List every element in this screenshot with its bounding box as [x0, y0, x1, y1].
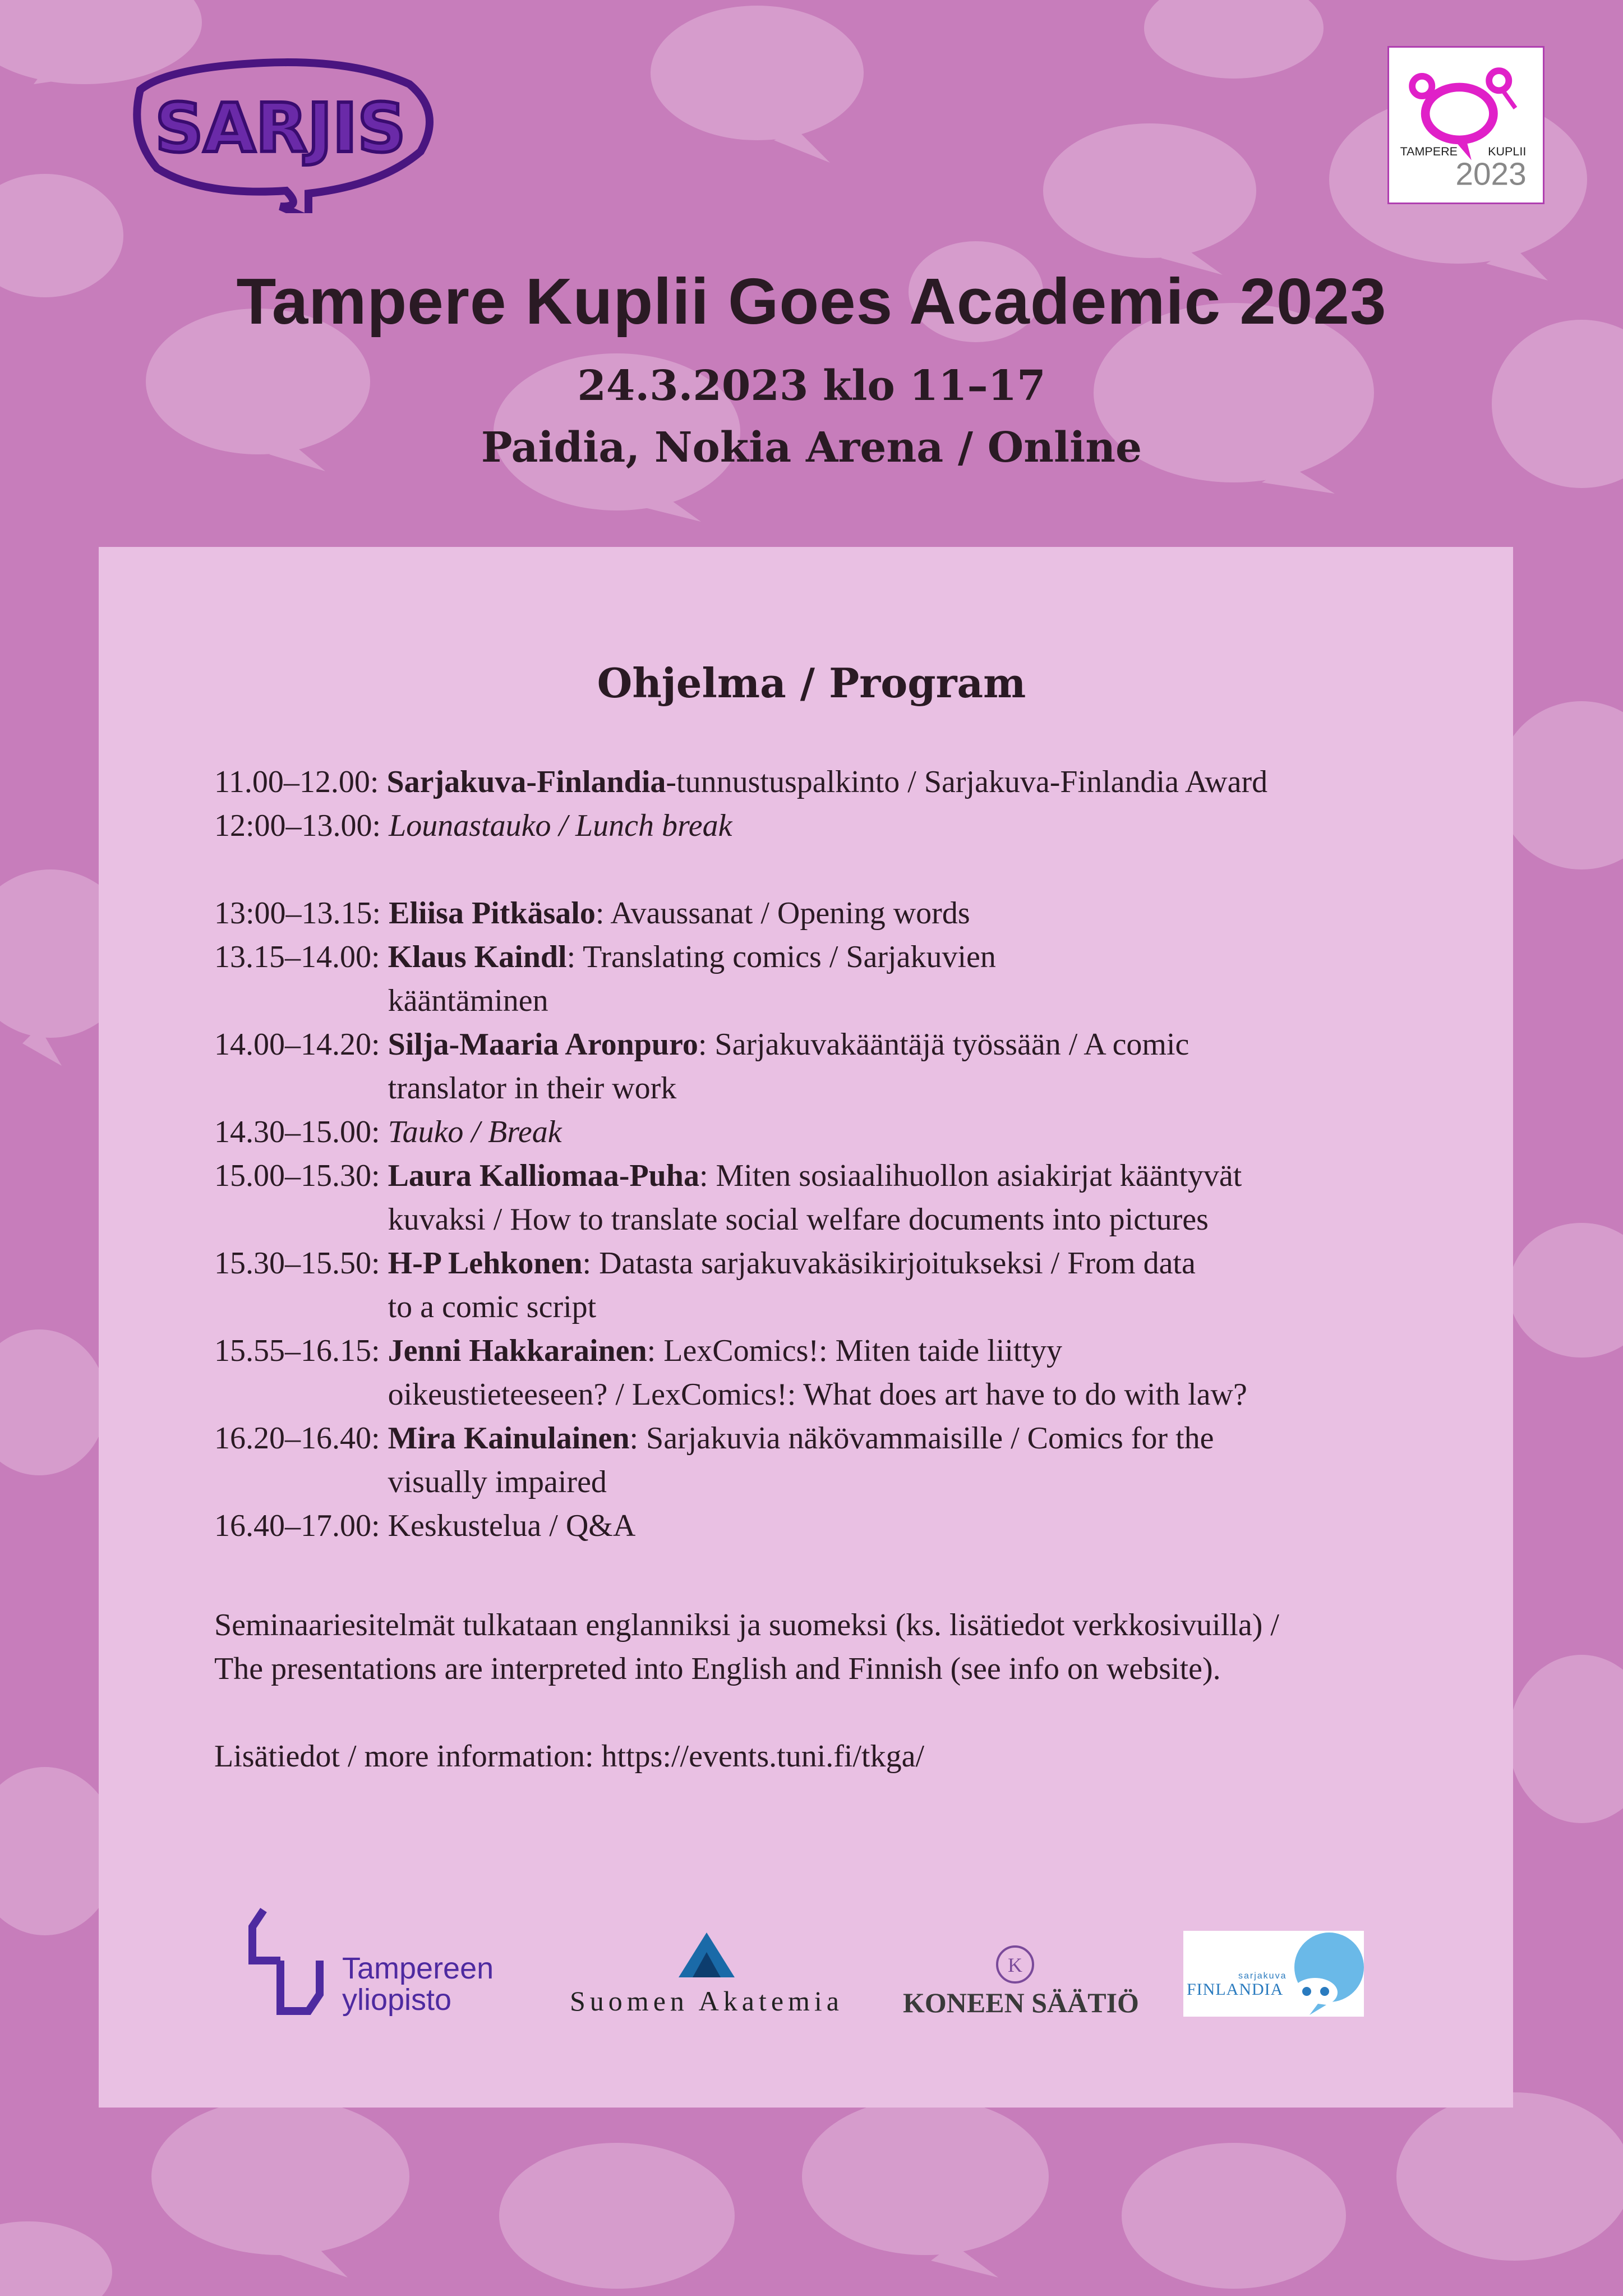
- suomen-akatemia-logo: [555, 1930, 858, 2019]
- tuni-line1: Tampereen: [342, 1952, 494, 1985]
- schedule-text: : Sarjakuvia näkövammaisille / Comics for the: [629, 1421, 1214, 1456]
- kone-text: KONEEN SÄÄTIÖ: [903, 1987, 1139, 2018]
- schedule-time: 14.00–14.20:: [214, 1027, 380, 1062]
- sarjis-logo-text: SARJIS: [155, 90, 406, 168]
- schedule-text: : Sarjakuvakääntäjä työssään / A comic: [698, 1027, 1189, 1062]
- tuni-mark-icon: [247, 1904, 342, 2022]
- schedule-speaker: Klaus Kaindl: [388, 940, 567, 974]
- schedule-speaker: Jenni Hakkarainen: [388, 1333, 647, 1368]
- interpretation-note: [214, 1603, 1448, 1691]
- schedule-text: : Miten sosiaalihuollon asiakirjat kääntyvät: [699, 1158, 1242, 1193]
- tk-logo-tampere: TAMPERE: [1400, 144, 1458, 158]
- schedule-text: Tauko / Break: [388, 1115, 562, 1149]
- schedule-text-cont: to a comic script: [388, 1290, 597, 1324]
- schedule-text-cont: oikeustieteeseen? / LexComics!: What does art have to do with law?: [388, 1377, 1247, 1412]
- tuni-line2: yliopisto: [342, 1983, 452, 2017]
- schedule-row: [214, 760, 1448, 804]
- schedule-speaker: Laura Kalliomaa-Puha: [388, 1158, 699, 1193]
- schedule-time: 13.15–14.00:: [214, 940, 380, 974]
- tk-logo-year: 2023: [1455, 157, 1527, 192]
- schedule-text: : LexComics!: Miten taide liittyy: [647, 1333, 1063, 1368]
- schedule-speaker: Sarjakuva-Finlandia: [386, 765, 666, 799]
- tk-logo-kuplii: KUPLII: [1488, 144, 1527, 158]
- akatemia-triangle-icon: [676, 1930, 737, 1980]
- page-title: Tampere Kuplii Goes Academic 2023: [236, 265, 1387, 338]
- event-date: 24.3.2023 klo 11–17: [577, 362, 1046, 410]
- schedule-time: 14.30–15.00:: [214, 1115, 380, 1149]
- schedule-speaker: Mira Kainulainen: [388, 1421, 630, 1456]
- schedule-row: [214, 1416, 1448, 1504]
- note-line-fi: Seminaariesitelmät tulkataan englanniksi ja suomeksi (ks. lisätiedot verkkosivuilla) /: [214, 1608, 1279, 1642]
- schedule-row: [214, 1110, 1448, 1154]
- schedule-text-cont: kuvaksi / How to translate social welfare documents into pictures: [388, 1202, 1209, 1237]
- schedule-row: [214, 804, 1448, 848]
- tampere-kuplii-logo: [1387, 46, 1544, 204]
- schedule-time: 15.00–15.30:: [214, 1158, 380, 1193]
- note-line-en: The presentations are interpreted into English and Finnish (see info on website).: [214, 1651, 1221, 1686]
- finlandia-bubble-icon: [1284, 1931, 1364, 2017]
- tampere-university-logo: [247, 1904, 505, 2022]
- program-title: Ohjelma / Program: [597, 659, 1026, 707]
- kone-emblem-icon: [994, 1944, 1036, 1985]
- akatemia-text: Suomen Akatemia: [570, 1985, 843, 2017]
- svg-text:K: K: [1008, 1954, 1022, 1976]
- schedule-text-cont: translator in their work: [388, 1071, 677, 1106]
- schedule-text: : Datasta sarjakuvakäsikirjoitukseksi / From data: [582, 1246, 1196, 1281]
- schedule-text-cont: visually impaired: [388, 1465, 607, 1499]
- schedule-speaker: H-P Lehkonen: [388, 1246, 583, 1281]
- schedule-row: [214, 1504, 1448, 1548]
- koneen-saatio-logo: [903, 1944, 1139, 2022]
- schedule-speaker: Silja-Maaria Aronpuro: [388, 1027, 698, 1062]
- sarjakuva-finlandia-logo: [1183, 1931, 1364, 2017]
- schedule-time: 15.30–15.50:: [214, 1246, 380, 1281]
- schedule-row: [214, 1241, 1448, 1329]
- schedule-row: [214, 1329, 1448, 1416]
- schedule-text: -tunnustuspalkinto / Sarjakuva-Finlandia Award: [666, 765, 1268, 799]
- finlandia-small-text: sarjakuva: [1238, 1971, 1287, 1981]
- schedule-time: 16.20–16.40:: [214, 1421, 380, 1456]
- schedule-text: Keskustelua / Q&A: [388, 1508, 636, 1543]
- sarjis-logo: [118, 56, 443, 213]
- schedule-text: Lounastauko / Lunch break: [389, 808, 732, 843]
- program-schedule: [214, 760, 1448, 1548]
- schedule-row: [214, 935, 1448, 1023]
- schedule-time: 16.40–17.00:: [214, 1508, 380, 1543]
- finlandia-big-text: FINLANDIA: [1187, 1980, 1284, 1999]
- schedule-speaker: Eliisa Pitkäsalo: [389, 896, 596, 931]
- schedule-row: [214, 1154, 1448, 1241]
- schedule-text-cont: kääntäminen: [388, 983, 548, 1018]
- schedule-text: : Translating comics / Sarjakuvien: [566, 940, 996, 974]
- schedule-row: [214, 891, 1448, 935]
- schedule-text: : Avaussanat / Opening words: [595, 896, 970, 931]
- event-venue: Paidia, Nokia Arena / Online: [481, 424, 1142, 472]
- schedule-time: 11.00–12.00:: [214, 765, 379, 799]
- schedule-time: 13:00–13.15:: [214, 896, 381, 931]
- schedule-time: 12:00–13.00:: [214, 808, 381, 843]
- schedule-time: 15.55–16.15:: [214, 1333, 380, 1368]
- schedule-row: [214, 1023, 1448, 1110]
- more-info-link[interactable]: Lisätiedot / more information: https://events.tuni.fi/tkga/: [214, 1739, 925, 1774]
